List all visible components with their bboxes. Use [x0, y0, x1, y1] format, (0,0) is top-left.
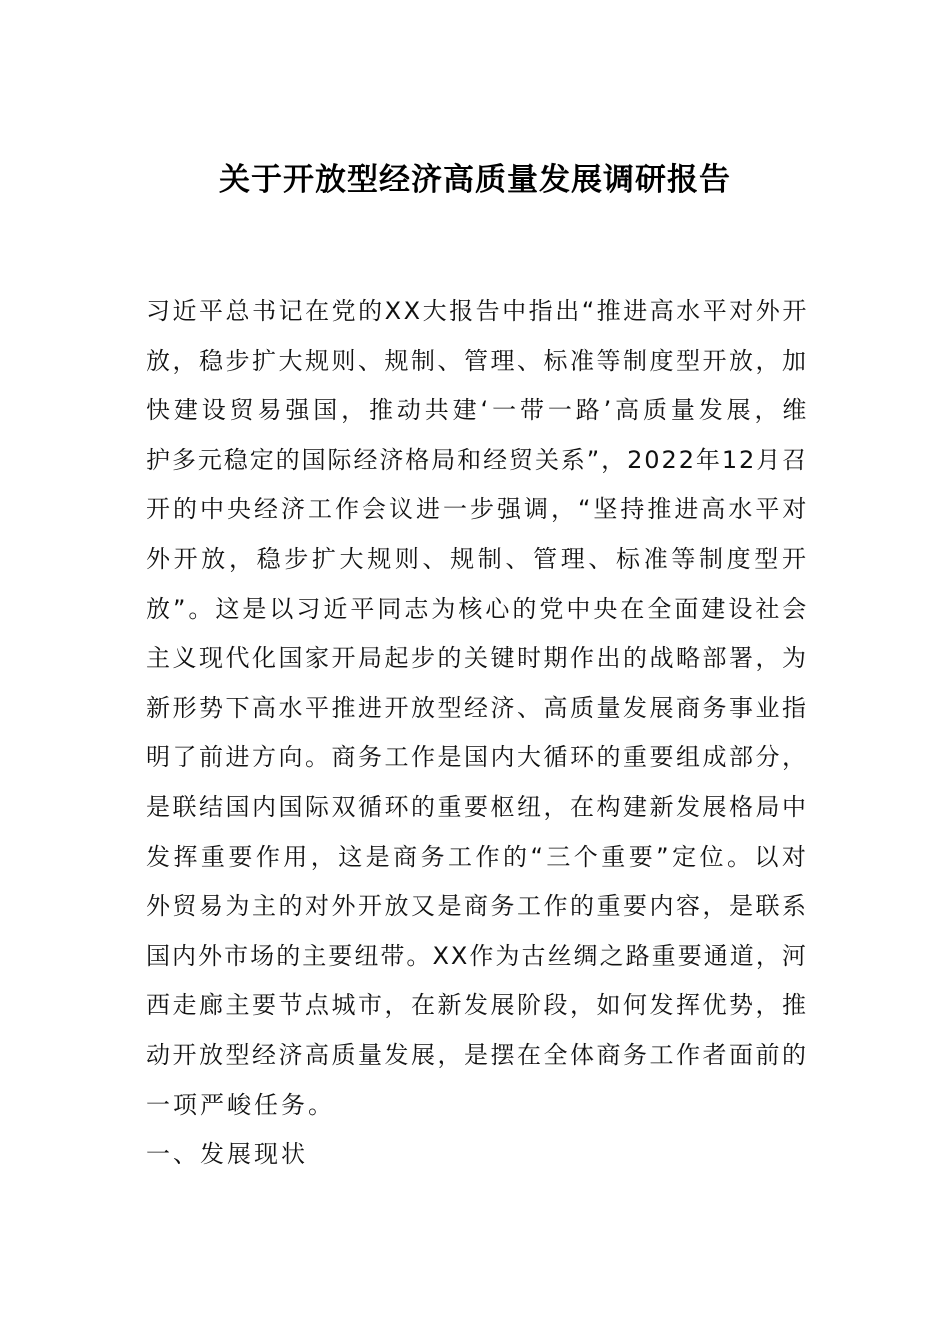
paragraph-line: 放”。这是以习近平同志为核心的党中央在全面建设社会	[146, 594, 810, 623]
paragraph-line: 国内外市场的主要纽带。XX作为古丝绸之路重要通道，河	[146, 941, 808, 970]
paragraph-line: 一项严峻任务。	[146, 1090, 335, 1119]
paragraph-line: 发挥重要作用，这是商务工作的“三个重要”定位。以对	[146, 842, 810, 871]
paragraph-line: 快建设贸易强国，推动共建‘一带一路’高质量发展，维	[146, 396, 811, 425]
paragraph-line: 主义现代化国家开局起步的关键时期作出的战略部署，为	[146, 644, 809, 673]
paragraph-line: 习近平总书记在党的XX大报告中指出“推进高水平对外开	[146, 297, 809, 325]
paragraph-line: 放，稳步扩大规则、规制、管理、标准等制度型开放，加	[146, 346, 809, 375]
paragraph-line: 动开放型经济高质量发展，是摆在全体商务工作者面前的	[146, 1040, 809, 1069]
paragraph-line: 外贸易为主的对外开放又是商务工作的重要内容，是联系	[146, 892, 809, 921]
section-heading: 一、发展现状	[146, 1140, 308, 1169]
paragraph-line: 西走廊主要节点城市，在新发展阶段，如何发挥优势，推	[146, 991, 809, 1020]
paragraph-line: 外开放，稳步扩大规则、规制、管理、标准等制度型开	[146, 544, 810, 573]
paragraph-line: 开的中央经济工作会议进一步强调，“坚持推进高水平对	[146, 495, 810, 524]
paragraph-line: 是联结国内国际双循环的重要枢纽，在构建新发展格局中	[146, 792, 809, 821]
paragraph-line: 明了前进方向。商务工作是国内大循环的重要组成部分，	[146, 743, 809, 772]
paragraph-line: 护多元稳定的国际经济格局和经贸关系”，2022年12月召	[146, 445, 809, 474]
paragraph-line: 新形势下高水平推进开放型经济、高质量发展商务事业指	[146, 693, 809, 722]
document-body	[146, 287, 811, 1180]
document-title: 关于开放型经济高质量发展调研报告	[219, 162, 731, 198]
